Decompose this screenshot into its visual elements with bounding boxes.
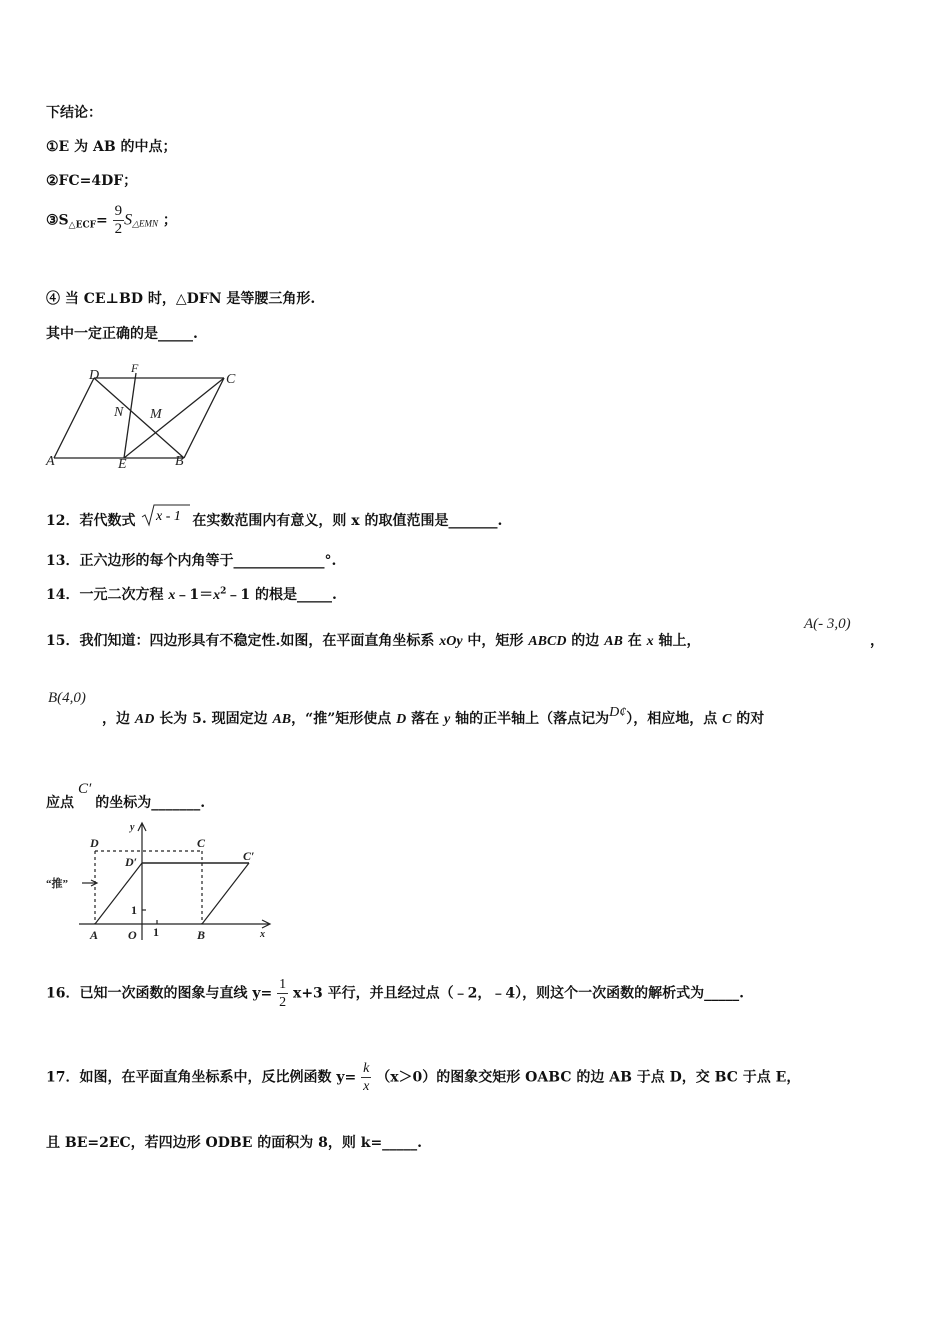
q14-eq-mid: ﹣1＝: [175, 587, 214, 603]
q12-text-a: 12．若代数式: [46, 513, 136, 529]
question-17-line-2: 且 BE=2EC，若四边形 ODBE 的面积为 8，则 k=_____.: [46, 1135, 423, 1151]
fraction-numerator: k: [363, 1061, 370, 1076]
edge-ad: [54, 378, 94, 458]
sqrt-symbol: [140, 503, 192, 529]
fraction-denominator: x: [363, 1079, 370, 1094]
conclusion-3-sub: △ECF: [68, 220, 97, 231]
q15-c: C: [722, 712, 732, 727]
q14-var-x2: x: [213, 588, 221, 603]
q15-text-1a: 15．我们知道：四边形具有不稳定性.如图，在平面直角坐标系: [46, 633, 440, 649]
q15-text-2c: ，“推”矩形使点: [291, 711, 397, 727]
q15-text-2a: ，边: [102, 711, 135, 727]
point-a-coord: [804, 616, 851, 633]
q14-exponent: 2: [220, 586, 227, 597]
label-e: E: [118, 457, 127, 472]
segment-ef: [124, 373, 136, 458]
q15-text-2b: 长为 5. 现固定边: [154, 711, 273, 727]
label-y-axis: y: [130, 822, 135, 833]
conclusion-3-s: ③S: [46, 212, 69, 229]
q15-text-2e: 轴的正半轴上（落点记为: [450, 711, 610, 727]
fraction-denominator: 2: [279, 995, 287, 1010]
question-15-line-3: [46, 781, 205, 812]
q14-text-b: ﹣1 的根是_____.: [226, 587, 337, 603]
q15-d: D: [396, 712, 407, 727]
q15-text-3b: 的坐标为_______.: [95, 795, 206, 811]
label-o: O: [128, 928, 137, 942]
question-17-line-1: [46, 1060, 800, 1095]
parallelogram-figure: [44, 358, 244, 473]
conclusion-1: ①E 为 AB 的中点；: [46, 139, 177, 155]
question-13: 13．正六边形的每个内角等于_____________°.: [46, 553, 337, 569]
fraction-1-2: [277, 976, 288, 1011]
label-x-axis: x: [260, 929, 265, 940]
q15-text-2g: 的对: [731, 711, 765, 727]
q15-text-2d: 落在: [406, 711, 444, 727]
q16-text-b: x+3 平行，并且经过点（﹣2，﹣4），则这个一次函数的解析式为_____.: [292, 985, 745, 1002]
label-n: N: [114, 405, 124, 420]
fraction-9-2: [113, 203, 125, 238]
q15-text-1d: 在: [622, 633, 647, 649]
fraction-numerator: 1: [279, 977, 287, 992]
q15-ad: AD: [134, 712, 155, 727]
q15-x: x: [646, 634, 654, 649]
label-d-prime: D′: [125, 855, 138, 869]
q15-text-1c: 的边: [566, 633, 605, 649]
conclusion-3: [46, 203, 177, 238]
label-d: D: [90, 836, 99, 850]
question-15-line-1: [46, 630, 701, 650]
push-rectangle-figure: [44, 818, 279, 946]
conclusion-3-s2-sub: △EMN: [132, 218, 159, 229]
q15-c-prime: C′: [78, 781, 92, 797]
label-a: A: [90, 928, 99, 942]
conclusion-3-eq: =: [96, 212, 108, 229]
fraction-k-x: [361, 1060, 371, 1095]
q15-abcd: ABCD: [528, 634, 567, 649]
question-16: [46, 976, 744, 1011]
conclusion-4: ④ 当 CE⊥BD 时，△DFN 是等腰三角形.: [46, 291, 316, 307]
q15-text-1b: 中，矩形: [462, 633, 529, 649]
conclusion-3-end: ；: [162, 212, 177, 229]
point-b-coord: [48, 690, 86, 707]
label-push: “推”: [46, 878, 68, 890]
q17-text-b: （x＞0）的图象交矩形 OABC 的边 AB 于点 D，交 BC 于点 E，: [376, 1069, 801, 1086]
q15-comma: ，: [870, 633, 884, 649]
q14-text-a: 14．一元二次方程: [46, 587, 169, 603]
label-b: B: [197, 928, 206, 942]
label-y-1: 1: [131, 903, 137, 917]
label-a: A: [46, 454, 55, 469]
label-f: F: [131, 361, 139, 375]
label-d: D: [89, 368, 100, 383]
q15-text-1e: 轴上，: [653, 633, 701, 649]
point-b-text: B(4,0): [48, 690, 86, 706]
q15-d-prime: D¢: [609, 705, 627, 720]
label-m: M: [150, 407, 162, 422]
q15-text-2f: ），相应地，点: [626, 711, 723, 727]
q15-ab2: AB: [272, 712, 292, 727]
question-12: [46, 503, 502, 530]
q12-text-b: 在实数范围内有意义，则 x 的取值范围是_______.: [192, 513, 503, 529]
q14-var-x1: x: [168, 588, 176, 603]
point-a-text: A(- 3,0): [804, 616, 851, 632]
edge-bc: [184, 378, 224, 458]
conclusion-3-s2: S: [124, 211, 133, 229]
label-c: C: [197, 836, 206, 850]
q15-xoy: xOy: [439, 634, 463, 649]
question-15-line-2: [102, 705, 764, 728]
label-b: B: [175, 454, 184, 469]
label-c: C: [226, 372, 236, 387]
fraction-denominator: 2: [114, 221, 123, 237]
q17-text-a: 17．如图，在平面直角坐标系中，反比例函数 y=: [46, 1069, 357, 1086]
q15-y: y: [444, 712, 451, 727]
label-c-prime: C′: [243, 849, 255, 863]
edge-bc-prime: [202, 863, 249, 924]
q16-text-a: 16．已知一次函数的图象与直线 y=: [46, 985, 273, 1002]
question-14: [46, 584, 337, 604]
q15-text-3a: 应点: [46, 795, 74, 811]
intro-text: 下结论：: [46, 105, 102, 121]
q15-ab: AB: [604, 634, 623, 649]
sqrt-radicand: x - 1: [156, 509, 182, 524]
label-x-1: 1: [153, 925, 159, 939]
fraction-numerator: 9: [114, 203, 123, 219]
q11-tail: 其中一定正确的是_____.: [46, 326, 198, 342]
conclusion-2: ②FC=4DF；: [46, 173, 138, 189]
